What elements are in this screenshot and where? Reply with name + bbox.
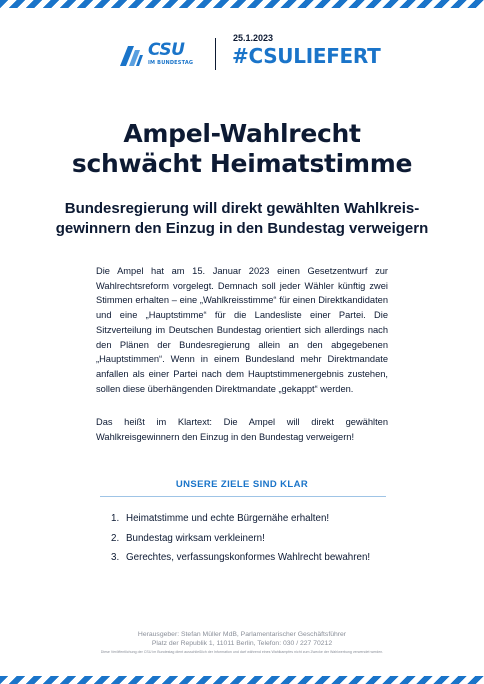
headline [30,119,454,179]
footer-disclaimer: Diese Veröffentlichung der CSU im Bundestag dient ausschließlich der Information und darf während eines Wahlkampfes nicht zum Zwecke der Wahlwerbung verwendet werden. [100,650,384,654]
goal-item-3 [111,552,411,563]
header-date: 25.1.2023 [233,33,274,43]
goals-divider [100,496,386,497]
goals-heading: UNSERE ZIELE SIND KLAR [175,479,309,490]
body-paragraph-1: Die Ampel hat am 15. Januar 2023 einen Gesetzentwurf zur Wahlrechtsreform vorgelegt. Demnach soll jeder Wähler künftig zwei Stimmen erhalten – eine „Wahlkreisstimme“ für einen Direktkandidaten und eine „Hauptstimme“ für die Landesliste einer Partei. Die Sitzverteilung im Deutschen Bundestag orientiert sich allerdings nach den Plänen der Bundesregierung allein an den abgegebenen „Hauptstimmen“. Wenn in einem Bundesland mehr Direktmandate anfallen als einer Partei nach dem Hauptstimmenergebnis zustehen, sollen diese überhängenden Direktmandate „gekappt“ werden. [96,266,388,394]
goal-number: 3. [111,552,120,563]
goal-number: 2. [111,533,120,544]
subheadline-line-2: gewinnern den Einzug in den Bundestag verweigern [55,220,429,237]
footer-address: Platz der Republik 1, 11011 Berlin, Telefon: 030 / 227 70212 [151,640,333,647]
footer-publisher: Herausgeber: Stefan Müller MdB, Parlamentarischer Geschäftsführer [137,631,347,638]
subheadline-line-1: Bundesregierung will direkt gewählten Wahlkreis- [64,200,420,217]
logo-subline: IM BUNDESTAG [148,60,194,66]
header-hashtag: #CSULIEFERT [232,44,381,68]
goal-item-2 [111,533,411,544]
top-stripe-border [0,0,484,8]
goal-item-1 [111,513,411,524]
goal-text: Bundestag wirksam verkleinern! [126,533,265,544]
subheadline [30,199,454,239]
goal-text: Heimatstimme und echte Bürgernähe erhalten! [126,513,330,524]
logo-wordmark: CSU [148,40,185,60]
goal-text: Gerechtes, verfassungskonformes Wahlrecht bewahren! [126,552,371,563]
csu-logo [118,40,208,70]
headline-line-1: Ampel-Wahlrecht [123,119,361,148]
csu-logo-icon [118,42,144,68]
bottom-stripe-border [0,676,484,684]
header-divider [215,38,216,70]
goal-number: 1. [111,513,120,524]
body-paragraph-2: Das heißt im Klartext: Die Ampel will direkt gewählten Wahlkreisgewinnern den Einzug in den Bundestag verweigern! [96,417,388,442]
headline-line-2: schwächt Heimatstimme [71,149,413,178]
